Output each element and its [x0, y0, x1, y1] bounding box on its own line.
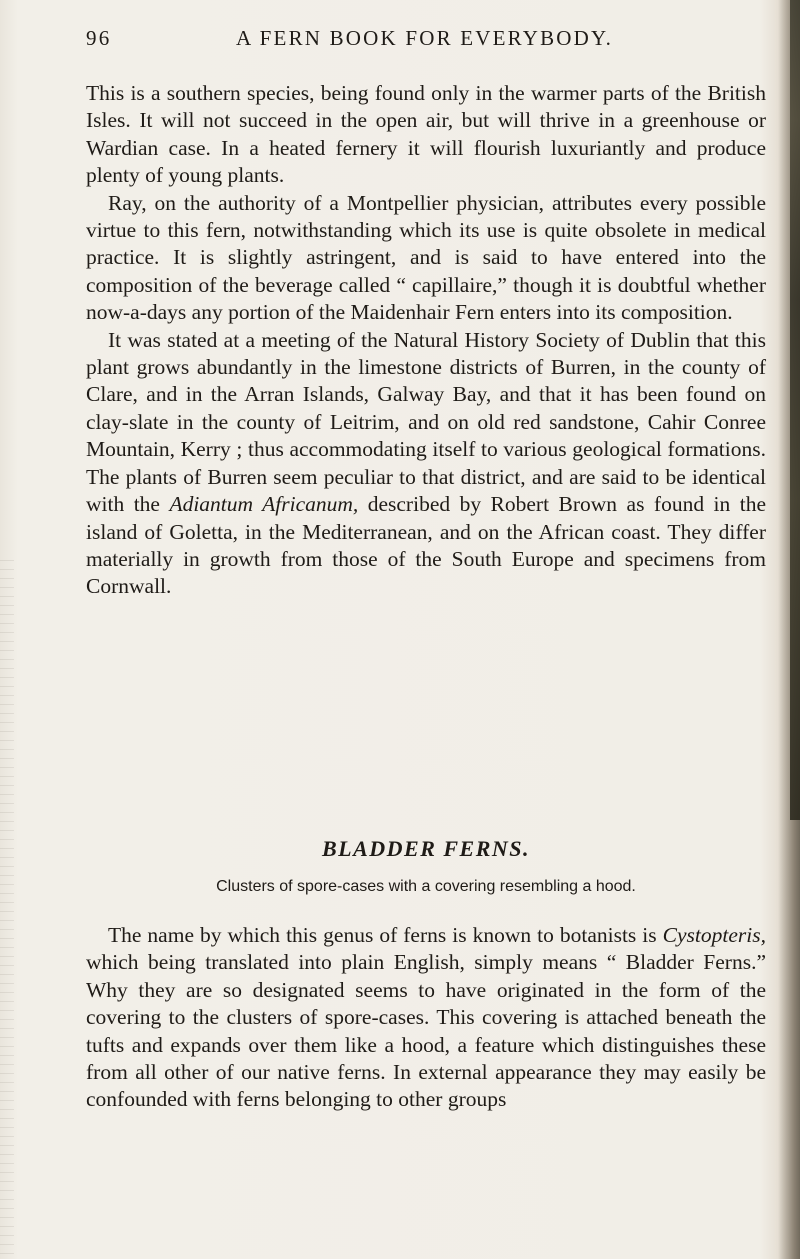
page-number: 96 [86, 26, 112, 50]
paragraph-text: described by Robert Brown as found in the island of Goletta, in the Mediterranean, and on the African coast. They differ materially in growth from those of the South Europe and specimens from Cornwall. [86, 492, 766, 599]
paragraph-text: It was stated at a meeting of the Natural History Society of Dublin that this plant grows abundantly in the limestone districts of Burren, in the county of Clare, and in the Arran Islands, Galway Bay, and that it has been found on clay-slate in the county of Leitrim, and on old red sandstone, Cahir Conree Mountain, Kerry ; thus accommodating itself to various geological formations. The plants of Burren seem peculiar to that district, and are said to be identical with the [86, 327, 766, 517]
latin-name: Adiantum Africanum, [169, 492, 359, 517]
paragraph [86, 327, 766, 601]
paragraph: This is a southern species, being found only in the warmer parts of the British Isles. It will not succeed in the open air, but will thrive in a greenhouse or Wardian case. In a heated fernery it will flourish luxuriantly and produce plenty of young plants. [86, 81, 766, 188]
body-text-lower [86, 922, 766, 1114]
body-text-upper [86, 80, 766, 601]
binding-edge-right [790, 0, 800, 820]
page-gutter-left [0, 560, 14, 1259]
paragraph-text: The name by which this genus of ferns is known to botanists is [108, 923, 663, 947]
section-heading: BLADDER FERNS. [321, 836, 531, 861]
running-head [86, 26, 766, 58]
running-title: A FERN BOOK FOR EVERYBODY. [236, 26, 614, 50]
paragraph: Ray, on the authority of a Montpellier physician, attributes every possible virtue to this fern, notwithstanding which its use is quite obsolete in medical practice. It is slightly astringent, and is said to have entered into the composition of the beverage called “ capillaire,” though it is doubtful whether now-a-days any portion of the Maidenhair Fern enters into its composition. [86, 190, 766, 325]
latin-name: Cystopteris, [662, 923, 766, 947]
paragraph [86, 922, 766, 1114]
section-caption: Clusters of spore-cases with a covering resembling a hood. [216, 878, 636, 895]
paragraph-text: which being translated into plain English, simply means “ Bladder Ferns.” Why they are so designated seems to have originated in the form of the covering to the clusters of spore-cases. This covering is attached beneath the tufts and expands over them like a hood, a feature which distinguishes these from all other of our native ferns. In external appearance they may easily be confounded with ferns belonging to other groups [86, 950, 766, 1112]
